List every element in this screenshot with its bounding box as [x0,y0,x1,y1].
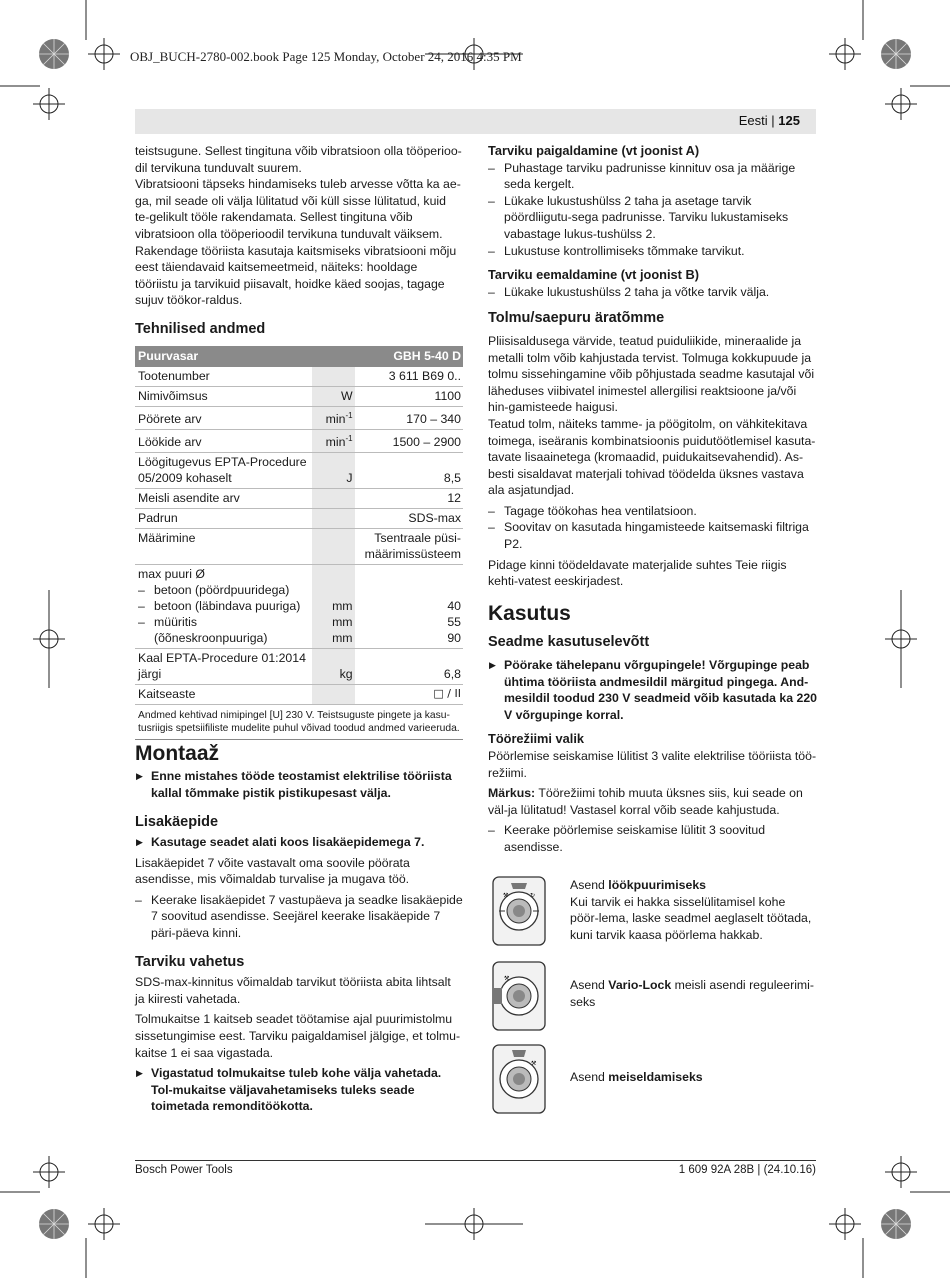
footer-docnumber: 1 609 92A 28B | (24.10.16) [678,1164,816,1176]
spec-table [135,346,463,705]
drill-title: max puuri Ø [138,566,205,581]
lisakaepide-heading: Lisakäepide [135,813,219,830]
spec-label: Padrun [135,508,312,528]
spec-row [135,508,463,528]
spec-value: SDS-max [355,508,463,528]
spec-value: 8,5 [355,452,463,488]
page-number: 125 [778,113,800,128]
spec-label: Löögitugevus EPTA-Procedure 05/2009 kohaselt [135,452,312,488]
intro-paragraph-1: teistsugune. Sellest tingituna võib vibratsioon olla tööperioo-dil tervikuna tunduvalt suurem. [135,144,462,175]
spec-unit [312,488,354,508]
right-column [488,143,818,856]
mode-description: Kui tarvik ei hakka sisselülitamisel kohe pöör-lema, laske seadmel aeglaselt töötada, kuni tarvik kaasa pöörlema hakkab. [570,894,812,942]
spec-row [135,406,463,429]
drill-item-label: – betoon (läbindava puuriga) [138,598,310,614]
spec-head-label: Puurvasar [135,346,312,367]
spec-unit: kg [312,648,354,684]
svg-text:↻: ↻ [530,892,536,899]
spec-value: 170 – 340 [355,406,463,429]
spec-value: 3 611 B69 0.. [355,367,463,387]
spec-label: Nimivõimsus [135,386,312,406]
spec-label: Määrimine [135,528,312,564]
spec-unit: W [312,386,354,406]
spec-label: Kaal EPTA-Procedure 01:2014 järgi [135,648,312,684]
spec-unit: $\min^{-1}$ [312,406,354,429]
spec-unit [312,528,354,564]
intro-paragraph-2: Vibratsiooni täpseks hindamiseks tuleb arvesse võtta ka ae-ga, mil seade oli välja lülitatud või küll sisse lülitatud, kuid te-gelikult tööle rakendamata. Sellest tingituna võib vibratsioon olla tööperioodil tervikuna tunduvalt väiksem. [135,177,461,241]
spec-unit [312,367,354,387]
page-header [135,109,816,134]
tolmu-step: – Tagage töökohas hea ventilatsioon. [488,503,818,520]
mode-hammer-drill [570,877,816,943]
svg-text:⚒: ⚒ [531,1060,537,1067]
drill-item-unit: mm [332,598,353,613]
mode-name: löökpuurimiseks [608,878,707,892]
svg-text:⚒: ⚒ [504,975,510,982]
spec-head-value: GBH 5-40 D [355,346,463,367]
spec-unit [312,508,354,528]
markus-label: Märkus: [488,786,536,801]
toorezhiim-text: Pöörlemise seiskamise lülitist 3 valite elektrilise tööriista töö-režiimi. [488,749,817,780]
intro-paragraph-3: Rakendage tööriista kasutaja kaitsmiseks vibratsiooni mõju eest täiendavaid kaitsemeetmeid, näiteks: hooldage tööriistu ja tarvikuid piisavalt, hoidke käed soojas, tagage sujuv töökor-raldus. [135,243,457,308]
montaaz-warning: ▶ Enne mistahes tööde teostamist elektrilise tööriista kallal tõmmake pistik pistikupesast välja. [135,768,463,801]
spec-value: 1100 [355,386,463,406]
protection-class-value: □ / II [355,684,463,704]
left-column [135,143,463,1115]
spec-unit: J [312,452,354,488]
spec-row [135,488,463,508]
mode-vario-lock [570,977,816,1010]
spec-label: Meisli asendite arv [135,488,312,508]
spec-row-drill [135,564,463,648]
lisakaepide-warning: ▶ Kasutage seadet alati koos lisakäepidemega 7. [135,834,463,851]
eemaldamine-heading: Tarviku eemaldamine (vt joonist B) [488,267,699,283]
drill-item-value: 40 [447,598,461,613]
footer-brand: Bosch Power Tools [135,1164,233,1176]
spec-unit: $\min^{-1}$ [312,429,354,452]
lisakaepide-text: Lisakäepidet 7 võite vastavalt oma soovile pöörata asendisse, mis võimaldab turvalise ja mugava töö. [135,855,410,887]
spec-row [135,648,463,684]
tarviku-vahetus-text-1: SDS-max-kinnitus võimaldab tarvikut tööriista abita lihtsalt ja kiiresti vahetada. [135,975,451,1006]
paigaldamine-step: – Lukustuse kontrollimiseks tõmmake tarvikut. [488,243,818,260]
montaaz-heading: Montaaž [135,741,219,765]
spec-value [355,564,463,648]
header-separator: | [771,113,775,128]
spec-value: Tsentraale püsi-määrimissüsteem [355,528,463,564]
drill-item-label: – müüritis (õõneskroonpuuriga) [138,614,310,646]
tech-heading: Tehnilised andmed [135,320,266,337]
spec-value: 6,8 [355,648,463,684]
tolmu-heading: Tolmu/saepuru äratõmme [488,310,665,327]
mode-prefix: Asend [570,878,609,892]
spec-row [135,367,463,387]
mode-description: meisli asendi reguleerimi-seks [570,978,815,1009]
mode-name: meiseldamiseks [608,1070,703,1084]
toorezhiim-heading: Töörežiimi valik [488,731,585,747]
mode-prefix: Asend [570,1070,609,1084]
spec-row [135,684,463,704]
tolmu-text-1: Pliisisaldusega värvide, teatud puiduliikide, mineraalide ja metalli tolm võib kahjustada tervist. Tolmuga kokkupuude ja tolmu sissehingamine võib põhjustada seadme kasutajal või läheduses viibivatel inimestel allergilisi reaktsioone ja/või hin-gamisteede haigusi. [488,333,815,415]
paigaldamine-step: – Puhastage tarviku padrunisse kinnituv osa ja määrige seda kergelt. [488,160,818,193]
spec-note: Andmed kehtivad nimipingel [U] 230 V. Teistsuguste pingete ja kasu-tusriigis spetsiifiliste mudelite puhul võivad toodud andmed varieeruda. [135,705,463,740]
drill-item-value: 90 [447,630,461,645]
spec-label: Kaitseaste [135,684,312,704]
spec-label: Pöörete arv [135,406,312,429]
spec-row [135,429,463,452]
kasutus-heading: Kasutus [488,601,571,625]
lisakaepide-step: – Keerake lisakäepidet 7 vastupäeva ja seadke lisakäepide 7 soovitud asendisse. Seejärel keerake lisakäepide 7 päri-päeva kinni. [135,892,463,942]
drill-item-unit: mm [332,614,353,629]
toorezhiim-step: – Keerake pöörlemise seiskamise lülitit 3 soovitud asendisse. [488,822,818,855]
tarviku-vahetus-text-2: Tolmukaitse 1 kaitseb seadet töötamise ajal puurimistolmu sissetungimise eest. Tarviku paigaldamisel jälgige, et tolmu-kaitse 1 ei saa vigastada. [135,1012,461,1060]
spec-unit [312,564,354,648]
kasutuselevott-warning: ▶ Pöörake tähelepanu võrgupingele! Võrgupinge peab ühtima tööriista andmesildil märgitud pingega. And-mesildil toodud 230 V seadmeid võib kasutada ka 220 V võrgupinge korral. [488,657,818,723]
drill-item-value: 55 [447,614,461,629]
mode-prefix: Asend [570,978,609,992]
drill-item-unit: mm [332,630,353,645]
mode-name: Vario-Lock [608,978,672,992]
spec-row [135,386,463,406]
eemaldamine-step: – Lükake lukustushülss 2 taha ja võtke tarvik välja. [488,284,818,301]
svg-text:⚒: ⚒ [503,892,509,899]
spec-label [135,564,312,648]
mode-chiselling [570,1069,816,1086]
tolmu-text-2: Teatud tolm, näiteks tamme- ja pöögitolm, on vähkitekitava toimega, iseäranis kombinatsioonis puidutöötlemisel kasuta-tavate lisaainetega (kromaadid, puidukaitsevahendid). As-besti sisaldavat materjali tohivad töödelda üksnes vastava ala asjatundjad. [488,416,816,498]
vario-lock-mode-icon [491,960,547,1032]
spec-label: Tootenumber [135,367,312,387]
tarviku-vahetus-heading: Tarviku vahetus [135,953,245,970]
spec-value: 1500 – 2900 [355,429,463,452]
markus-paragraph [488,785,818,818]
printer-line: OBJ_BUCH-2780-002.book Page 125 Monday, October 24, 2016 4:35 PM [130,49,522,64]
spec-value: 12 [355,488,463,508]
spec-label: Löökide arv [135,429,312,452]
paigaldamine-heading: Tarviku paigaldamine (vt joonist A) [488,143,700,158]
spec-row [135,528,463,564]
paigaldamine-step: – Lükake lukustushülss 2 taha ja asetage tarvik pöördliigutu-sega padrunisse. Tarviku lukustamiseks vabastage lukus-tushülss 2. [488,193,818,243]
tolmu-text-3: Pidage kinni töödeldavate materjalide suhtes Teie riigis kehti-vatest eeskirjadest. [488,557,787,589]
footer-divider [135,1160,816,1161]
spec-row [135,452,463,488]
drill-item-label: – betoon (pöördpuuridega) [138,582,310,598]
header-text [739,113,800,128]
tarviku-vahetus-warning: ▶ Vigastatud tolmukaitse tuleb kohe välja vahetada. Tol-mukaitse väljavahetamiseks tuleks seade toimetada remonditöökotta. [135,1065,463,1115]
markus-text: Töörežiimi tohib muuta üksnes siis, kui seade on väl-ja lülitatud! Vastasel korral võib seade kahjustuda. [488,786,803,817]
hammer-drill-mode-icon [491,875,547,947]
kasutuselevott-heading: Seadme kasutuselevõtt [488,634,650,651]
chiselling-mode-icon [491,1043,547,1115]
spec-head-row [135,346,463,367]
header-language: Eesti [738,113,768,128]
tolmu-step: – Soovitav on kasutada hingamisteede kaitsemaski filtriga P2. [488,519,818,552]
